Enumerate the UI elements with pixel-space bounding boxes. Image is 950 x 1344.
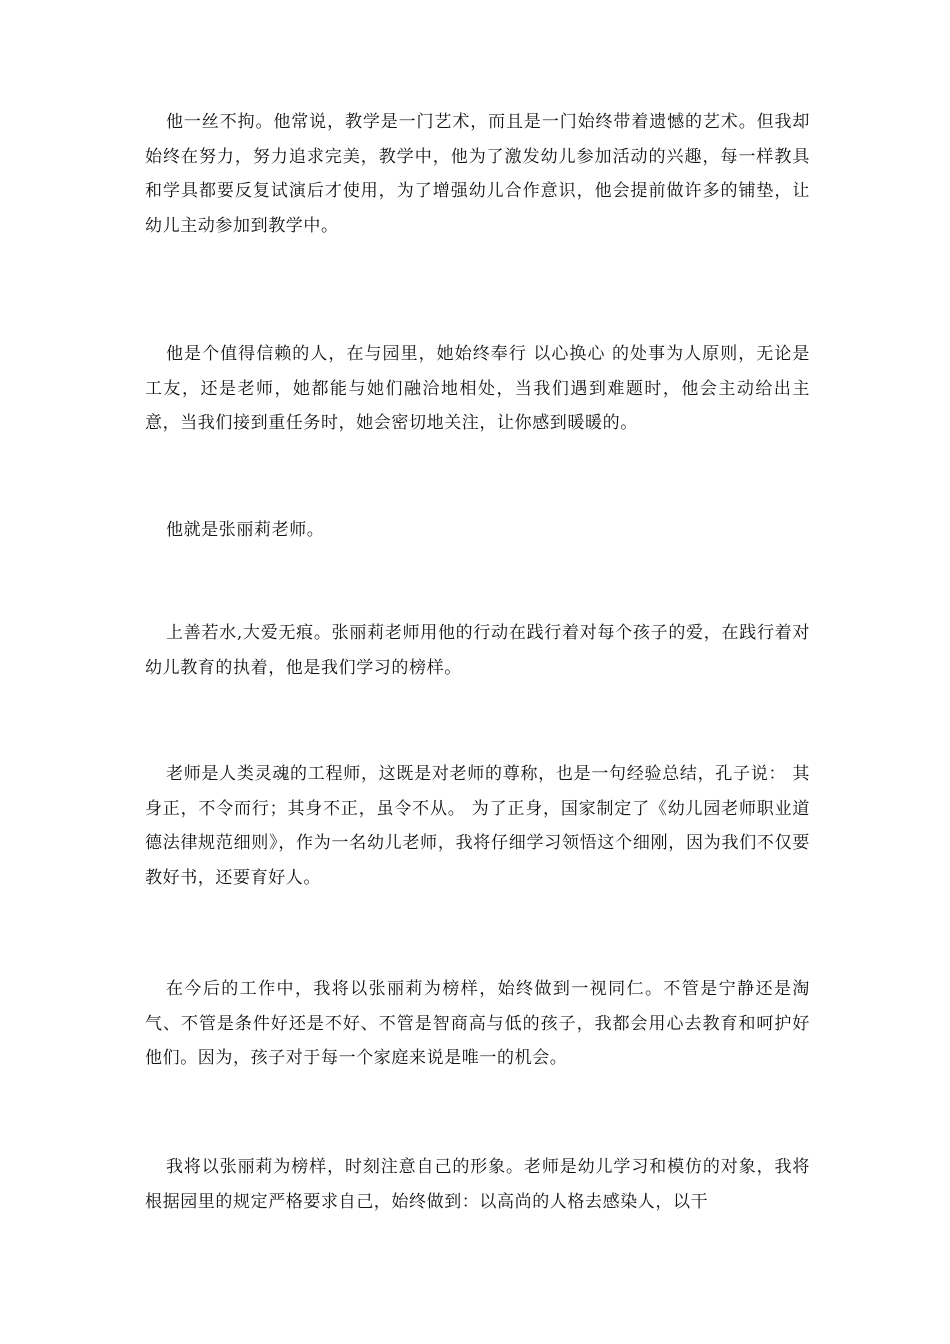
- paragraph-7: 我将以张丽莉为榜样，时刻注意自己的形象。老师是幼儿学习和模仿的对象，我将根据园里的规定严格要求自己，始终做到：以高尚的人格去感染人，以干: [145, 1157, 810, 1212]
- paragraph-3: 他就是张丽莉老师。: [166, 520, 325, 540]
- paragraph-2: 他是个值得信赖的人，在与园里，她始终奉行 以心换心 的处事为人原则，无论是工友，还是老师，她都能与她们融洽地相处，当我们遇到难题时，他会主动给出主意，当我们接到重任务时，她会密切地关注，让你感到暖暖的。: [145, 344, 810, 433]
- paragraph-1: 他一丝不拘。他常说，教学是一门艺术，而且是一门始终带着遗憾的艺术。但我却始终在努力，努力追求完美，教学中，他为了激发幼儿参加活动的兴趣，每一样教具和学具都要反复试演后才使用，为了增强幼儿合作意识，他会提前做许多的铺垫，让幼儿主动参加到教学中。: [145, 112, 810, 236]
- paragraph-4: 上善若水,大爱无痕。张丽莉老师用他的行动在践行着对每个孩子的爱，在践行着对幼儿教育的执着，他是我们学习的榜样。: [145, 623, 810, 678]
- paragraph-6: 在今后的工作中，我将以张丽莉为榜样，始终做到一视同仁。不管是宁静还是淘气、不管是条件好还是不好、不管是智商高与低的孩子，我都会用心去教育和呵护好他们。因为，孩子对于每一个家庭来说是唯一的机会。: [145, 979, 810, 1068]
- paragraph-5: 老师是人类灵魂的工程师，这既是对老师的尊称，也是一句经验总结，孔子说： 其身正，不令而行；其身不正，虽令不从。 为了正身，国家制定了《幼儿园老师职业道德法律规范细则》，作为一名幼儿老师，我将仔细学习领悟这个细刚，因为我们不仅要教好书，还要育好人。: [145, 764, 810, 888]
